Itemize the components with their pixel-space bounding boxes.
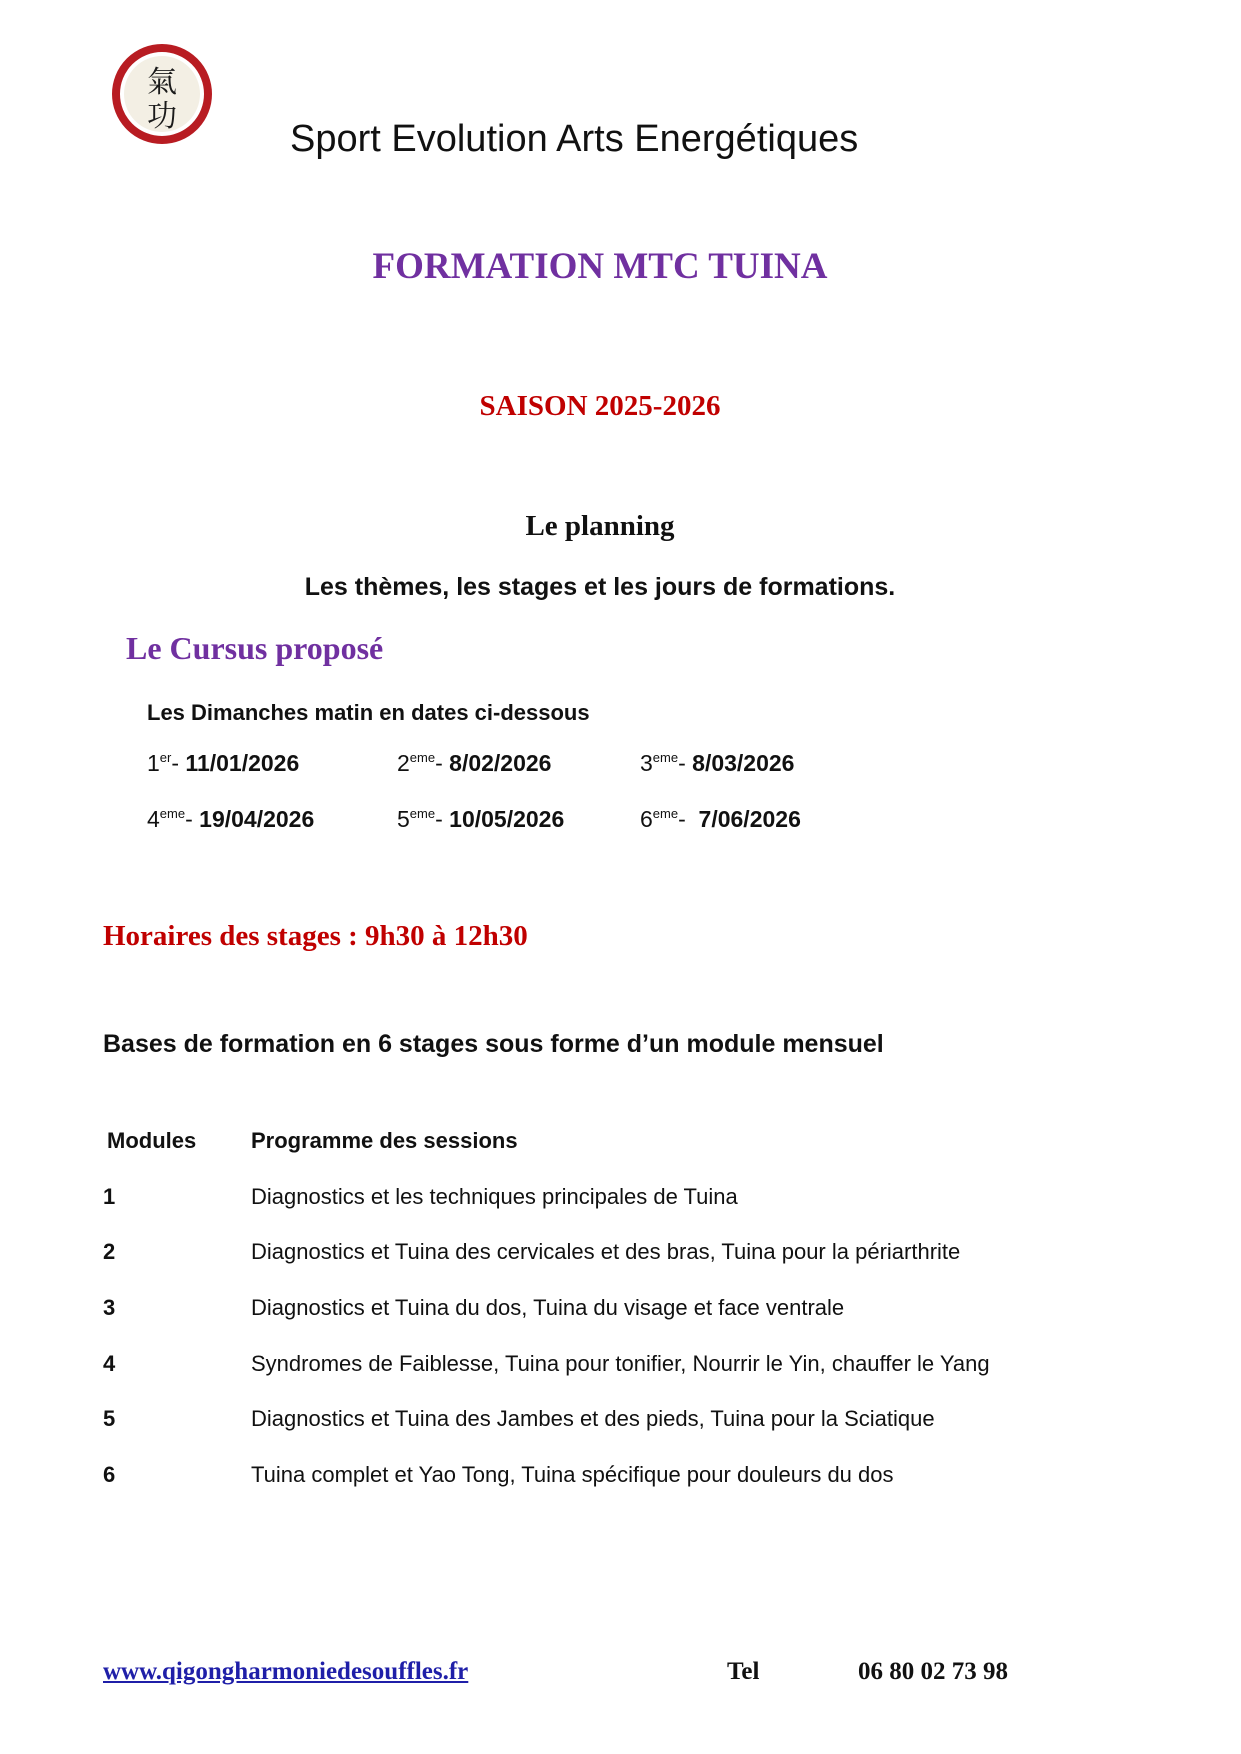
website-link[interactable]: www.qigongharmoniedesouffles.fr (103, 1658, 469, 1685)
date-item: 5eme- 10/05/2026 (397, 806, 565, 832)
date-item: 3eme- 8/03/2026 (640, 750, 795, 776)
module-description: Diagnostics et les techniques principales de Tuina (251, 1184, 738, 1209)
season-heading: SAISON 2025-2026 (479, 390, 721, 422)
cursus-heading: Le Cursus proposé (126, 630, 384, 666)
planning-subheading: Les thèmes, les stages et les jours de formations. (304, 573, 896, 601)
programme-column-header: Programme des sessions (251, 1128, 518, 1153)
module-number: 6 (103, 1462, 116, 1487)
module-number: 2 (103, 1239, 116, 1264)
module-description: Diagnostics et Tuina du dos, Tuina du visage et face ventrale (251, 1295, 845, 1320)
module-number: 5 (103, 1406, 116, 1431)
tel-number: 06 80 02 73 98 (858, 1658, 1008, 1685)
qigong-seal-logo-icon (110, 42, 214, 146)
module-number: 4 (103, 1351, 116, 1376)
horaires-heading: Horaires des stages : 9h30 à 12h30 (103, 920, 528, 952)
organization-name: Sport Evolution Arts Energétiques (290, 118, 859, 160)
module-number: 1 (103, 1184, 116, 1209)
cursus-intro: Les Dimanches matin en dates ci-dessous (147, 700, 590, 725)
date-item: 4eme- 19/04/2026 (147, 806, 315, 832)
tel-label: Tel (727, 1658, 760, 1685)
module-description: Diagnostics et Tuina des Jambes et des pieds, Tuina pour la Sciatique (251, 1406, 935, 1431)
module-description: Tuina complet et Yao Tong, Tuina spécifique pour douleurs du dos (251, 1462, 894, 1487)
svg-text:功: 功 (147, 99, 177, 134)
date-item: 2eme- 8/02/2026 (397, 750, 552, 776)
module-description: Diagnostics et Tuina des cervicales et des bras, Tuina pour la périarthrite (251, 1239, 961, 1264)
svg-text:氣: 氣 (147, 65, 177, 100)
planning-heading: Le planning (525, 510, 675, 542)
modules-column-header: Modules (107, 1128, 197, 1153)
page-title: FORMATION MTC TUINA (372, 246, 828, 287)
bases-heading: Bases de formation en 6 stages sous forme d’un module mensuel (103, 1030, 884, 1058)
module-description: Syndromes de Faiblesse, Tuina pour tonifier, Nourrir le Yin, chauffer le Yang (251, 1351, 990, 1376)
logo (110, 42, 214, 146)
date-item: 6eme- 7/06/2026 (640, 806, 801, 832)
module-number: 3 (103, 1295, 116, 1320)
date-item: 1er- 11/01/2026 (147, 750, 300, 776)
